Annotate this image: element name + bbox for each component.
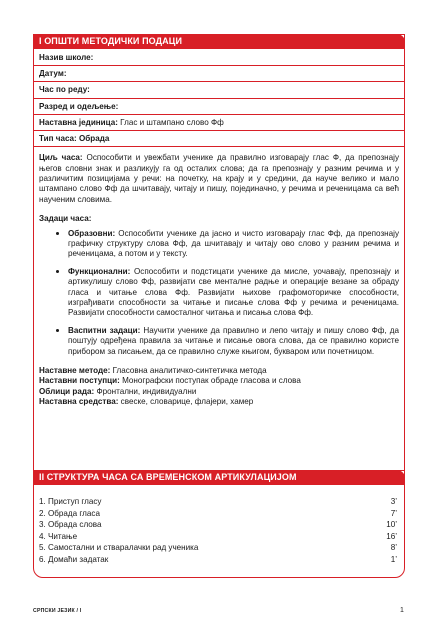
structure-list: [34, 486, 404, 566]
task-upbringing: Васпитни задаци: Научити ученике да правилно и лепо читају и пишу слово Фф, да поштују одређена правила за читање и писање овога слова, да се правилно користе прибором за писањем, да се правилно служе књигом, букваром или почетницом.: [61, 326, 399, 357]
structure-row: 2. Обрада гласа 7’: [39, 508, 397, 518]
footer-subject: СРПСКИ ЈЕЗИК / I: [33, 608, 82, 614]
field-lesson-type: Тип часа: Обрада: [34, 131, 404, 147]
structure-row: 4. Читање 16’: [39, 531, 397, 541]
lesson-goal: Циљ часа: Оспособити и увежбати ученике да правилно изговарају глас Ф, да препознају његов словни знак и разликују га од осталих слова; да га препознају у разним речима и у различитим позицијама у речи: на почетку, на крају и у средини, да науче велико и мало штампано слово Фф да шчитавају, читају и пишу, појединачно, у речима и реченицама са већ наученим словима.: [39, 153, 399, 204]
structure-row: 1. Приступ гласу 3’: [39, 497, 397, 506]
info-methods: Наставне методе: Гласовна аналитичко-синтетичка метода: [39, 366, 267, 376]
general-data-section: [33, 34, 405, 489]
field-grade-class: Разред и одељење:: [34, 99, 404, 115]
section-title: I ОПШТИ МЕТОДИЧКИ ПОДАЦИ: [33, 34, 405, 49]
bullet-icon: [56, 270, 59, 273]
structure-row: 5. Самостални и стваралачки рад ученика 8’: [39, 543, 397, 553]
info-resources: Наставна средства: свеске, словарице, флајери, хамер: [39, 397, 254, 407]
bullet-icon: [56, 329, 59, 332]
teaching-info: [39, 366, 399, 408]
field-lesson-number: Час по реду:: [34, 82, 404, 98]
section-title: II СТРУКТУРА ЧАСА СА ВРЕМЕНСКОМ АРТИКУЛАЦИЈОМ: [33, 470, 405, 485]
lesson-structure-section: [33, 470, 405, 578]
tasks-title: Задаци часа:: [39, 214, 92, 224]
structure-row: 3. Обрада слова 10’: [39, 520, 397, 530]
fields-list: [34, 50, 404, 147]
structure-row: 6. Домаћи задатак 1’: [39, 554, 397, 564]
info-work-forms: Облици рада: Фронтални, индивидуални: [39, 386, 197, 396]
info-procedures: Наставни поступци: Монографски поступак обраде гласова и слова: [39, 376, 301, 386]
page-number: 1: [400, 607, 404, 614]
field-date: Датум:: [34, 66, 404, 82]
task-educational: Образовни: Оспособити ученике да јасно и чисто изговарају глас Фф, да препознају графичку структуру слова Фф, да шчитавају и читају ово слово у разним речима и реченицама, а потом и у тексту.: [61, 229, 399, 260]
section-content: [34, 147, 404, 408]
task-functional: Функционални: Оспособити и подстицати ученике да мисле, уочавају, препознају и артикулишу слово Фф, развијати све менталне радње и операције везане за обраду гласа и читање слова Фф. Развијати њихове графомоторичке способности, изграђивати способности за читање и писање слова Фф у речима и реченицама. Развијати способности самосталног читања и писања слова Фф.: [61, 267, 399, 319]
field-school-name: Назив школе:: [34, 50, 404, 66]
bullet-icon: [56, 232, 59, 235]
field-teaching-unit: Наставна јединица: Глас и штампано слово Фф: [34, 115, 404, 131]
tasks-list: [39, 229, 399, 357]
